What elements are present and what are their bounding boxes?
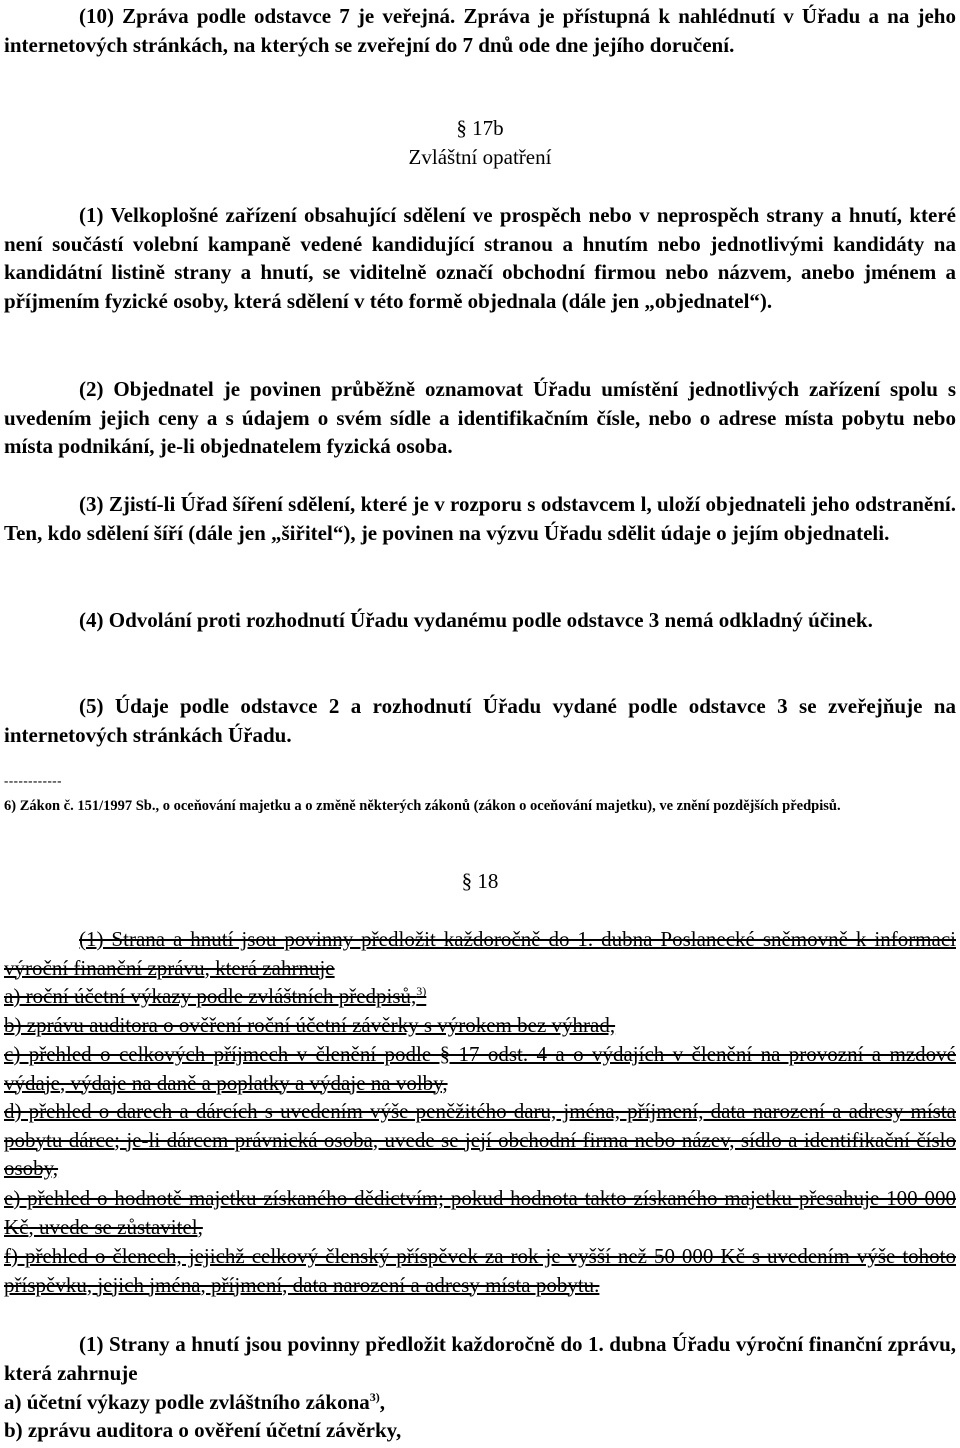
section-17b-paragraph-4 — [4, 606, 956, 635]
section-18-old-item-c — [4, 1040, 956, 1097]
section-18-old-item-d — [4, 1097, 956, 1183]
old-item-f-text: f) přehled o členech, jejichž celkový členský příspěvek za rok je vyšší než 50 000 Kč s uvedením výše tohoto příspěvku, jejich jména, příjmení, data narození a adresy místa pobytu. — [4, 1244, 956, 1297]
new-item-a-text: a) účetní výkazy podle zvláštního zákona — [4, 1390, 370, 1414]
footnote-6: 6) Zákon č. 151/1997 Sb., o oceňování majetku a o změně některých zákonů (zákon o oceňování majetku), ve znění pozdějších předpisů. — [4, 798, 841, 814]
section-18-heading: § 18 — [461, 869, 499, 893]
section-17b-p4-text: (4) Odvolání proti rozhodnutí Úřadu vydanému podle odstavce 3 nemá odkladný účinek. — [79, 608, 873, 632]
new-item-a-tail: , — [379, 1390, 386, 1414]
section-18-old-item-b — [4, 1011, 956, 1040]
section-18-new-intro-text: (1) Strany a hnutí jsou povinny předložit každoročně do 1. dubna Úřadu výroční finanční zprávu, která zahrnuje — [4, 1332, 956, 1385]
section-17b-p1-text: (1) Velkoplošné zařízení obsahující sdělení ve prospěch nebo v neprospěch strany a hnutí, které není součástí volební kampaně vedené kandidující stranou a hnutím nebo jednotlivými kandidáty na kandidátní listině strany a hnutí, se viditelně označí obchodní firmou nebo názvem, anebo jménem a příjmením fyzické osoby, která sdělení v této formě objednala (dále jen „objednatel“). — [4, 203, 956, 313]
old-item-a-text: a) roční účetní výkazy podle zvláštních předpisů, — [4, 984, 417, 1008]
old-item-e-text: e) přehled o hodnotě majetku získaného dědictvím; pokud hodnota takto získaného majetku přesahuje 100 000 Kč, uvede se zůstavitel, — [4, 1186, 956, 1239]
section-17b-p2-text: (2) Objednatel je povinen průběžně oznamovat Úřadu umístění jednotlivých zařízení spolu s uvedením jejich ceny a s údajem o svém sídle a identifikačním čísle, nebo o adrese místa pobytu nebo místa podnikání, je-li objednatelem fyzická osoba. — [4, 377, 956, 458]
section-18-old-item-e — [4, 1184, 956, 1241]
old-item-c-text: c) přehled o celkových příjmech v členění podle § 17 odst. 4 a o výdajích v členění na provozní a mzdové výdaje, výdaje na daně a poplatky a výdaje na volby, — [4, 1042, 956, 1095]
section-18-old-intro — [4, 925, 956, 982]
section-18-old-item-f — [4, 1242, 956, 1299]
section-17b-paragraph-2 — [4, 375, 956, 461]
section-17b-paragraph-1 — [4, 201, 956, 315]
new-item-a-footnote-ref: 3) — [369, 1390, 380, 1404]
section-17b-subheading: Zvláštní opatření — [408, 145, 552, 169]
section-17b-paragraph-5 — [4, 692, 956, 749]
section-18-old-item-a — [4, 982, 956, 1011]
paragraph-10 — [4, 2, 956, 59]
section-17b-heading: § 17b — [456, 116, 504, 140]
section-17b-paragraph-3 — [4, 490, 956, 547]
section-18-old-intro-text: (1) Strana a hnutí jsou povinny předložit každoročně do 1. dubna Poslanecké sněmovně k informaci výroční finanční zprávu, která zahrnuje — [4, 927, 956, 980]
section-18-new-intro — [4, 1330, 956, 1387]
paragraph-10-text: (10) Zpráva podle odstavce 7 je veřejná. Zpráva je přístupná k nahlédnutí v Úřadu a na jeho internetových stránkách, na kterých se zveřejní do 7 dnů ode dne jejího doručení. — [4, 4, 956, 57]
section-17b-p5-text: (5) Údaje podle odstavce 2 a rozhodnutí Úřadu vydané podle odstavce 3 se zveřejňuje na internetových stránkách Úřadu. — [4, 694, 956, 747]
old-item-a-footnote-ref: 3) — [416, 984, 427, 998]
old-item-d-text: d) přehled o darech a dárcích s uvedením výše peněžitého daru, jména, příjmení, data narození a adresy místa pobytu dárce; je-li dárcem právnická osoba, uvede se její obchodní firma nebo název, sídlo a identifikační číslo osoby, — [4, 1099, 956, 1180]
footnote-separator: ------------ — [4, 773, 62, 788]
section-18-new-item-a — [4, 1388, 956, 1417]
section-18-new-item-b — [4, 1416, 956, 1445]
section-17b-p3-text: (3) Zjistí-li Úřad šíření sdělení, které je v rozporu s odstavcem l, uloží objednateli jeho odstranění. Ten, kdo sdělení šíří (dále jen „šiřitel“), je povinen na výzvu Úřadu sdělit údaje o jejím objednateli. — [4, 492, 956, 545]
old-item-b-text: b) zprávu auditora o ověření roční účetní závěrky s výrokem bez výhrad, — [4, 1013, 616, 1037]
new-item-b-text: b) zprávu auditora o ověření účetní závěrky, — [4, 1418, 402, 1442]
